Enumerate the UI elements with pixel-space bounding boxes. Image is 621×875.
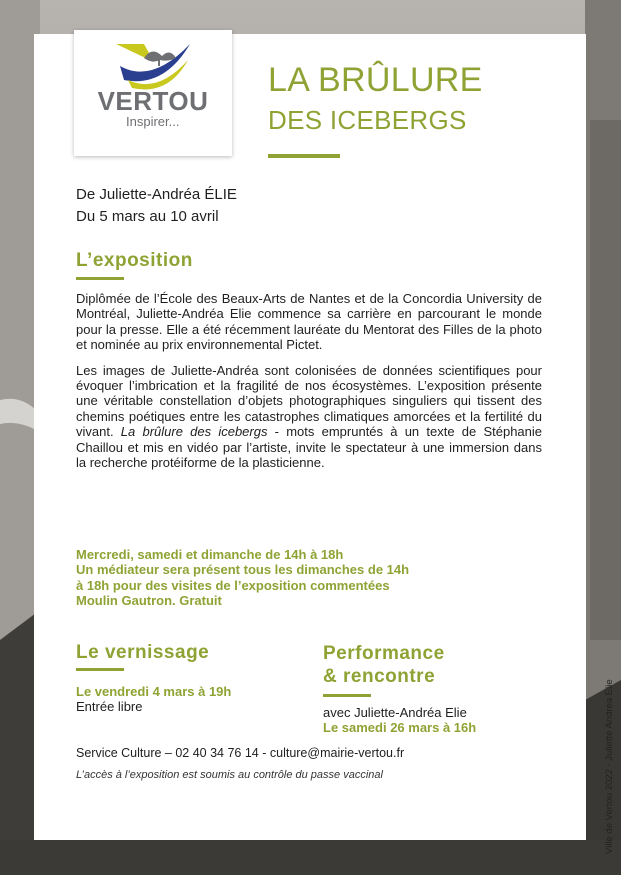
performance-info	[323, 705, 476, 736]
vernissage-entry: Entrée libre	[76, 699, 143, 715]
exposition-underline	[76, 277, 124, 280]
title-line-2: DES ICEBERGS	[268, 105, 467, 135]
performance-underline	[323, 694, 371, 697]
exposition-paragraph-1: Diplômée de l’École des Beaux-Arts de Nantes et de la Concordia University de Montréal, Juliette-Andréa Elie commence sa carrière en parcourant le monde pour la presse. Elle a été récemment lauréate du Mentorat des Filles de la photo et nominée au prix environnemental Pictet.	[76, 291, 542, 353]
paragraph-2-text-end: - mots empruntés à un texte de Stéphanie Chaillou et mis en vidéo par l’artiste, invite le spectateur à une immersion dans la recherche protéiforme de la plasticienne.	[76, 424, 543, 471]
vertou-logo[interactable]	[74, 30, 232, 156]
paragraph-2-text: Les images de Juliette-Andréa sont colonisées de données scientifiques pour évoquer l’imbrication et la fragilité de nos écosystèmes. L’exposition présente une véritable constellation d’objets photographiques singuliers qui tissent des chemins poétiques entre les catastrophes climatiques amorcées et la fertilité du vivant.	[76, 362, 542, 440]
logo-wordmark: VERTOU	[97, 86, 209, 116]
vernissage-info	[76, 684, 231, 715]
paragraph-2-italic: La brûlure des icebergs	[120, 424, 268, 440]
performance-date: Le samedi 26 mars à 16h	[323, 720, 477, 736]
hours-line: à 18h pour des visites de l’exposition commentées	[76, 577, 390, 593]
exposition-text	[76, 291, 542, 470]
hours-line: Moulin Gautron. Gratuit	[76, 593, 222, 609]
vernissage-underline	[76, 668, 124, 671]
title-underline	[268, 154, 340, 158]
exposition-paragraph-2	[76, 363, 542, 471]
opening-hours	[76, 547, 546, 609]
performance-heading-line-2: & rencontre	[323, 666, 436, 687]
logo-tagline: Inspirer...	[126, 114, 180, 129]
hours-line: Mercredi, samedi et dimanche de 14h à 18h	[76, 547, 344, 562]
vernissage-heading: Le vernissage	[76, 642, 210, 663]
vaccine-pass-note: L’accès à l’exposition est soumis au contrôle du passe vaccinal	[76, 769, 383, 781]
author-name: De Juliette-Andréa ÉLIE	[76, 186, 237, 203]
photo-credit: Ville de Vertou 2022 - Juliette Andrea Elie	[604, 679, 615, 854]
performance-heading-line-1: Performance	[323, 643, 445, 664]
performance-heading	[323, 642, 445, 688]
performance-with: avec Juliette-Andréa Elie	[323, 705, 467, 720]
exhibition-dates: Du 5 mars au 10 avril	[76, 208, 219, 225]
hours-line: Un médiateur sera présent tous les dimanches de 14h	[76, 562, 410, 578]
author-block	[76, 184, 237, 228]
title-line-1: LA BRÛLURE	[268, 61, 483, 99]
vernissage-date: Le vendredi 4 mars à 19h	[76, 684, 232, 699]
poster-card	[34, 34, 615, 854]
vertou-emblem-icon	[114, 40, 192, 92]
contact-line[interactable]: Service Culture – 02 40 34 76 14 - culture@mairie-vertou.fr	[76, 746, 405, 760]
exposition-heading: L’exposition	[76, 250, 193, 271]
